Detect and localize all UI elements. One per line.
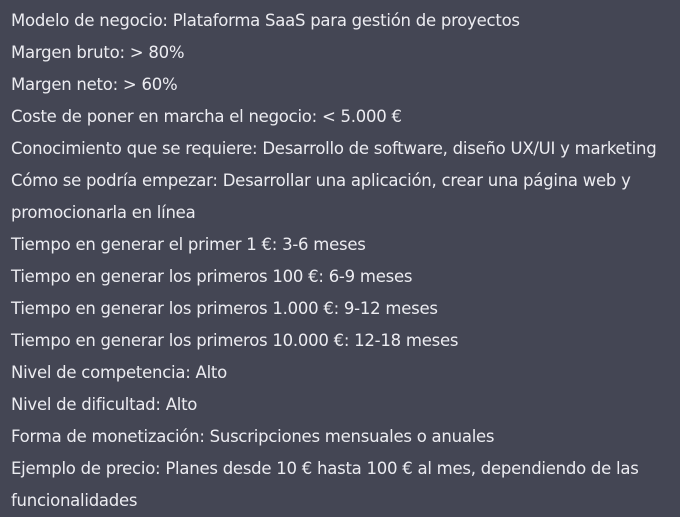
startup-cost-line: Coste de poner en marcha el negocio: < 5.000 € [11, 107, 402, 126]
competition-level-line: Nivel de competencia: Alto [11, 363, 227, 382]
business-model-line: Modelo de negocio: Plataforma SaaS para gestión de proyectos [11, 11, 520, 30]
price-example-line: Ejemplo de precio: Planes desde 10 € hasta 100 € al mes, dependiendo de las funcionalidades [11, 459, 639, 510]
time-first-100-line: Tiempo en generar los primeros 100 €: 6-9 meses [11, 267, 413, 286]
monetization-line: Forma de monetización: Suscripciones mensuales o anuales [11, 427, 495, 446]
how-to-start-line: Cómo se podría empezar: Desarrollar una aplicación, crear una página web y promocionarla en línea [11, 171, 631, 222]
time-first-1000-line: Tiempo en generar los primeros 1.000 €: 9-12 meses [11, 299, 438, 318]
gross-margin-line: Margen bruto: > 80% [11, 43, 185, 62]
net-margin-line: Margen neto: > 60% [11, 75, 178, 94]
time-first-euro-line: Tiempo en generar el primer 1 €: 3-6 meses [11, 235, 366, 254]
difficulty-level-line: Nivel de dificultad: Alto [11, 395, 198, 414]
required-knowledge-line: Conocimiento que se requiere: Desarrollo de software, diseño UX/UI y marketing [11, 139, 657, 158]
time-first-10000-line: Tiempo en generar los primeros 10.000 €: 12-18 meses [11, 331, 459, 350]
